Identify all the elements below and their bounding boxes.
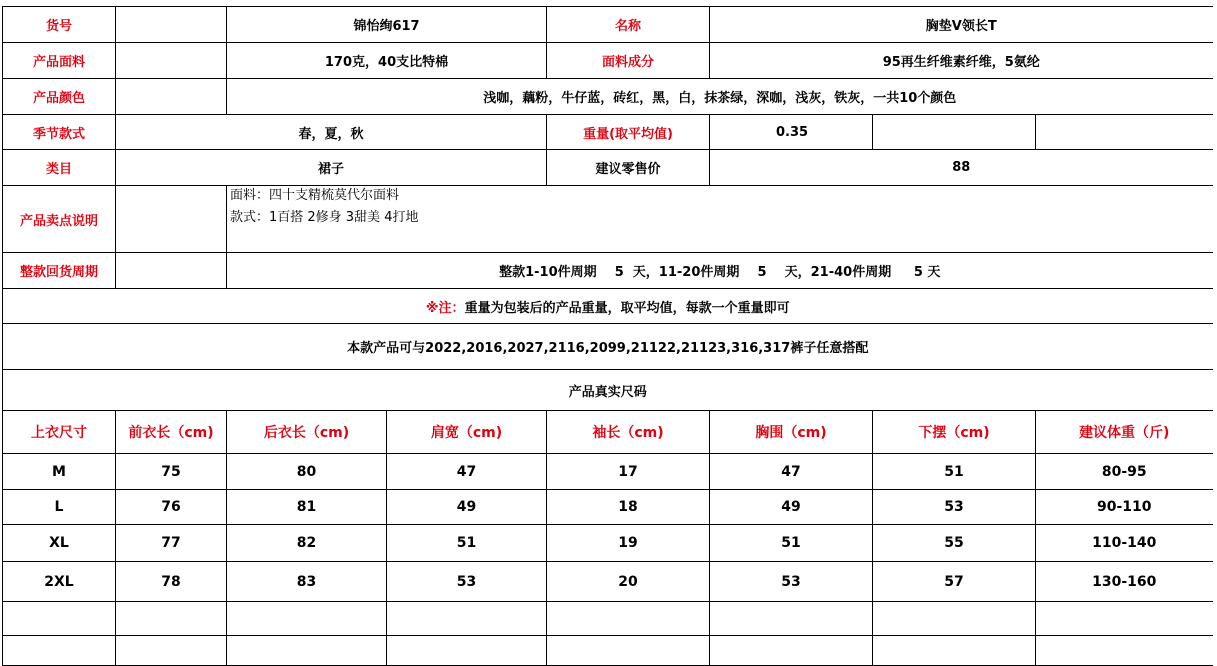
- empty-cell: [116, 79, 227, 115]
- size-header: 建议体重（斤): [1036, 411, 1213, 454]
- empty-cell: [873, 636, 1036, 666]
- size-cell: 57: [873, 562, 1036, 602]
- empty-row: [3, 636, 1213, 666]
- name-label: 名称: [547, 7, 710, 43]
- row-fabric: [3, 43, 1213, 79]
- match-text: 本款产品可与2022,2016,2027,2116,2099,21122,21123,316,317裤子任意搭配: [3, 324, 1213, 370]
- price-label: 建议零售价: [547, 150, 710, 186]
- size-cell: 51: [387, 525, 547, 562]
- size-header: 上衣尺寸: [3, 411, 116, 454]
- size-header: 下摆（cm): [873, 411, 1036, 454]
- empty-cell: [1036, 602, 1213, 636]
- composition-label: 面料成分: [547, 43, 710, 79]
- row-note: [3, 289, 1213, 324]
- note-text: 重量为包装后的产品重量，取平均值，每款一个重量即可: [464, 300, 790, 316]
- row-color: [3, 79, 1213, 115]
- size-cell: 49: [710, 490, 873, 525]
- category-value: 裙子: [116, 150, 547, 186]
- note: [3, 289, 1213, 324]
- size-header: 后衣长（cm): [227, 411, 387, 454]
- empty-cell: [3, 636, 116, 666]
- size-row-2xl: [3, 562, 1213, 602]
- size-cell: 78: [116, 562, 227, 602]
- fabric-value: 170克，40支比特棉: [227, 43, 547, 79]
- empty-row: [3, 602, 1213, 636]
- category-label: 类目: [3, 150, 116, 186]
- empty-cell: [873, 602, 1036, 636]
- selling-label: 产品卖点说明: [3, 186, 116, 253]
- size-cell: 110-140: [1036, 525, 1213, 562]
- size-cell: 80: [227, 454, 387, 490]
- size-cell: 77: [116, 525, 227, 562]
- empty-cell: [387, 636, 547, 666]
- empty-cell: [116, 43, 227, 79]
- selling-points: [227, 186, 1213, 253]
- row-season: [3, 115, 1213, 150]
- weight-label: 重量(取平均值): [547, 115, 710, 150]
- size-cell: 90-110: [1036, 490, 1213, 525]
- selling-line-2: 款式：1百搭 2修身 3甜美 4打地: [230, 210, 419, 225]
- size-cell: 49: [387, 490, 547, 525]
- size-cell: 76: [116, 490, 227, 525]
- empty-cell: [116, 636, 227, 666]
- empty-cell: [116, 7, 227, 43]
- sku-label: 货号: [3, 7, 116, 43]
- color-value: 浅咖，藕粉，牛仔蓝，砖红，黑，白，抹茶绿，深咖，浅灰，铁灰，一共10个颜色: [227, 79, 1213, 115]
- empty-cell: [3, 602, 116, 636]
- row-size-title: [3, 370, 1213, 411]
- empty-cell: [710, 602, 873, 636]
- size-cell: L: [3, 490, 116, 525]
- size-title: 产品真实尺码: [3, 370, 1213, 411]
- size-header: 袖长（cm): [547, 411, 710, 454]
- size-cell: 51: [873, 454, 1036, 490]
- size-cell: XL: [3, 525, 116, 562]
- season-value: 春，夏，秋: [116, 115, 547, 150]
- size-cell: 81: [227, 490, 387, 525]
- size-row-l: [3, 490, 1213, 525]
- size-header-row: [3, 411, 1213, 454]
- size-cell: 75: [116, 454, 227, 490]
- size-cell: 20: [547, 562, 710, 602]
- size-cell: 82: [227, 525, 387, 562]
- empty-cell: [387, 602, 547, 636]
- empty-cell: [547, 636, 710, 666]
- row-selling-points: [3, 186, 1213, 253]
- note-prefix: ※注：: [425, 300, 465, 316]
- size-header: 肩宽（cm): [387, 411, 547, 454]
- size-cell: 47: [387, 454, 547, 490]
- size-cell: 53: [387, 562, 547, 602]
- size-cell: 80-95: [1036, 454, 1213, 490]
- empty-cell: [116, 253, 227, 289]
- empty-cell: [227, 636, 387, 666]
- row-sku: [3, 7, 1213, 43]
- size-cell: 17: [547, 454, 710, 490]
- fabric-label: 产品面料: [3, 43, 116, 79]
- price-value: 88: [710, 150, 1213, 186]
- empty-cell: [1036, 115, 1213, 150]
- empty-cell: [873, 115, 1036, 150]
- size-cell: 53: [873, 490, 1036, 525]
- size-cell: 47: [710, 454, 873, 490]
- size-cell: 19: [547, 525, 710, 562]
- size-cell: 2XL: [3, 562, 116, 602]
- empty-cell: [227, 602, 387, 636]
- row-cycle: [3, 253, 1213, 289]
- product-spec-sheet: [2, 6, 1213, 666]
- size-cell: 51: [710, 525, 873, 562]
- empty-cell: [116, 186, 227, 253]
- row-match: [3, 324, 1213, 370]
- empty-cell: [1036, 636, 1213, 666]
- cycle-value: 整款1-10件周期 5 天，11-20件周期 5 天，21-40件周期 5 天: [227, 253, 1213, 289]
- season-label: 季节款式: [3, 115, 116, 150]
- weight-value: 0.35: [710, 115, 873, 150]
- size-cell: 53: [710, 562, 873, 602]
- sku-value: 锦怡绚617: [227, 7, 547, 43]
- size-cell: 55: [873, 525, 1036, 562]
- size-cell: 18: [547, 490, 710, 525]
- empty-cell: [547, 602, 710, 636]
- composition-value: 95再生纤维素纤维，5氨纶: [710, 43, 1213, 79]
- size-cell: M: [3, 454, 116, 490]
- empty-cell: [116, 602, 227, 636]
- selling-line-1: 面料：四十支精梳莫代尔面料: [230, 188, 400, 203]
- empty-cell: [710, 636, 873, 666]
- name-value: 胸垫V领长T: [710, 7, 1213, 43]
- color-label: 产品颜色: [3, 79, 116, 115]
- size-cell: 83: [227, 562, 387, 602]
- size-header: 前衣长（cm): [116, 411, 227, 454]
- cycle-label: 整款回货周期: [3, 253, 116, 289]
- row-category: [3, 150, 1213, 186]
- size-header: 胸围（cm): [710, 411, 873, 454]
- size-row-xl: [3, 525, 1213, 562]
- size-row-m: [3, 454, 1213, 490]
- size-cell: 130-160: [1036, 562, 1213, 602]
